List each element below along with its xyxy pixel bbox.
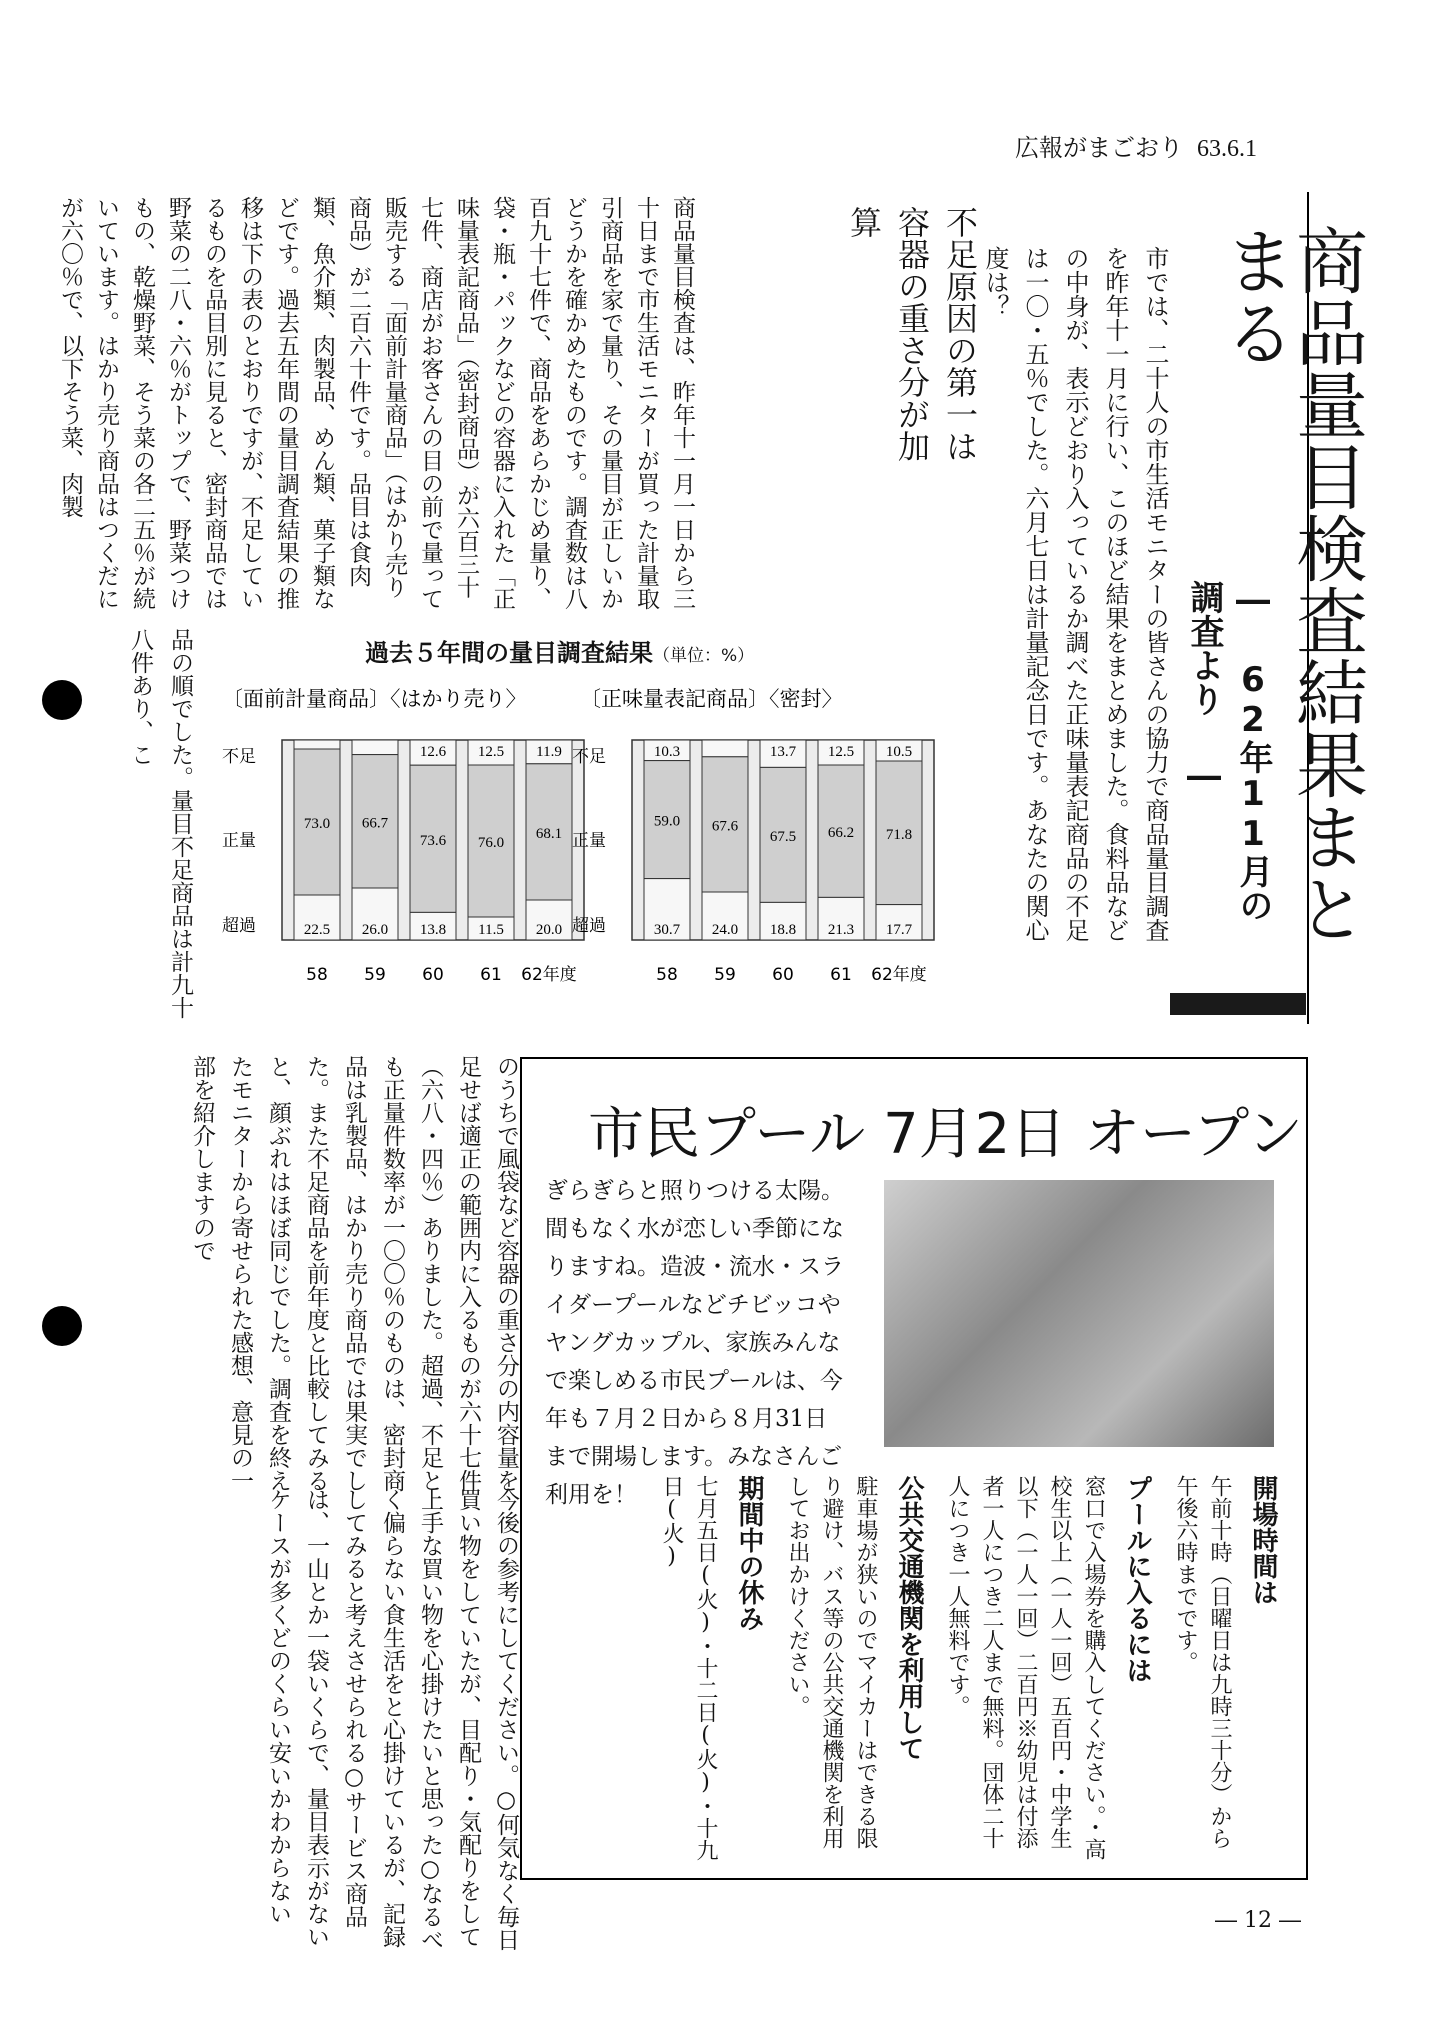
chart2-subtitle: 〔正味量表記商品〕〈密封〉 <box>580 687 843 711</box>
chart1-data-label: 20.0 <box>535 922 563 938</box>
article-body-side: 品の順でした。量目不足商品は計九十八件あり、こ <box>127 628 193 1019</box>
chart1-data-label: 22.5 <box>303 922 331 938</box>
chart1-tick-label: 58 <box>306 965 328 985</box>
chart1-bar-不足 <box>352 740 398 755</box>
chart2-data-label: 59.0 <box>653 813 681 830</box>
chart2-tick-label: 60 <box>772 965 794 985</box>
chart1-data-label: 73.6 <box>419 832 447 849</box>
chart1-tick-label: 62年度 <box>521 965 577 985</box>
chart1-data-label: 11.5 <box>478 922 504 938</box>
page-header <box>1015 128 1257 163</box>
article-body-bottom: のうちで風袋など容器の重さ分の内容量を足せば適正の範囲内に入るものが六十七件（六八・四％）ありました。超過、不足とも正量件数率が一〇〇％のものは、密封商品は乳製品、はかり売り商品では果実でした。また不足商品を前年度と比較してみると、顔ぶれはほぼ同じでした。調査を終えたモニターから寄せられた感想、意見の一部を紹介しますので <box>189 1055 519 1492</box>
chart2-data-label: 24.0 <box>711 922 739 938</box>
chart2-row-label: 不足 <box>572 747 606 767</box>
pool-title: 市民プール 7月2日 オープン <box>588 1102 1304 1167</box>
chart1-tick-label: 60 <box>422 965 444 985</box>
pool-photo <box>884 1180 1274 1447</box>
chart-unit: （単位：%） <box>653 646 755 666</box>
chart1-tick-label: 61 <box>480 965 502 985</box>
chart1-data-label: 12.6 <box>419 744 447 760</box>
hours-text: 午前十時（日曜日は九時三十分）から午後六時までです。 <box>1173 1475 1232 1849</box>
chart1-data-label: 66.7 <box>361 815 389 832</box>
chart1-data-label: 13.8 <box>419 922 447 938</box>
chart2-data-label: 10.5 <box>885 744 913 760</box>
article-title: 商品量目検査結果まとまる <box>1212 224 1368 944</box>
chart1-data-label: 76.0 <box>477 835 505 851</box>
section-heading: 不足原因の第一は容器の重さ分が加算 <box>845 206 979 462</box>
chart1-data-label: 12.5 <box>477 744 505 760</box>
chart1-bar-不足 <box>294 740 340 749</box>
issue-date: 63.6.1 <box>1197 136 1257 162</box>
chart2-tick-label: 61 <box>830 965 852 985</box>
chart-title <box>365 633 754 668</box>
chart2-data-label: 17.7 <box>885 922 913 938</box>
publication-name: 広報がまごおり <box>1015 134 1183 162</box>
chart2-data-label: 21.3 <box>827 922 855 938</box>
chart1-data-label: 11.9 <box>536 744 562 760</box>
chart1-subtitle: 〔面前計量商品〕〈はかり売り〉 <box>222 687 527 711</box>
article-body-bottom2: 今後の参考にしてください。○何気なく毎日買い物をしていたが、目配り・気配りをして上手な買い物を心掛けたいと思った○なるべく偏らない食生活をと心掛けているが、記録してみると考えさせられる○サービス商品は、一山とか一袋いくらで、量目表示がないケースが多くどのくらい安いかわからない <box>265 1488 519 1951</box>
chart2-data-label: 30.7 <box>653 922 681 938</box>
chart2-data-label: 71.8 <box>885 826 913 843</box>
article-body-top: 商品量目検査は、昨年十一月一日から三十日まで市生活モニターが買った計量取引商品を家で量り、その量目が正しいかどうかを確かめたものです。調査数は八百九十七件で、商品をあらかじめ量り、袋・瓶・パックなどの容器に入れた「正味量表記商品」（密封商品）が六百三十七件、商店がお客さんの目の前で量って販売する「面前計量商品」（はかり売り商品）が二百六十件です。品目は食肉類、魚介類、肉製品、めん類、菓子類などです。過去五年間の量目調査結果の推移は下の表のとおりですが、不足しているものを品目別に見ると、密封商品では野菜の二八・六％がトップで、野菜つけもの、乾燥野菜、そう菜の各二五％が続いています。はかり売り商品はつくだにが六〇％で、以下そう菜、肉製 <box>57 196 695 610</box>
chart1-data-label: 73.0 <box>303 816 331 832</box>
chart1-data-label: 68.1 <box>535 825 563 842</box>
binding-hole-top <box>42 680 82 720</box>
chart1-row-label: 正量 <box>222 831 256 851</box>
chart2-data-label: 66.2 <box>827 825 855 842</box>
chart2-row-label: 超過 <box>572 916 606 936</box>
binding-hole-bottom <box>42 1306 82 1346</box>
chart2-bar-不足 <box>702 740 748 757</box>
article-subtitle: ― 62年11月の調査より ― <box>1184 580 1273 922</box>
pool-intro: ぎらぎらと照りつける太陽。間もなく水が恋しい季節になりますね。造波・流水・スライダープールなどチビッコやヤングカップル、家族みんなで楽しめる市民プールは、今年も７月２日から８月31日まで開場します。みなさんご利用を！ <box>545 1178 844 1508</box>
chart2-data-label: 67.6 <box>711 818 739 835</box>
title-black-bar <box>1170 993 1306 1015</box>
chart2-data-label: 13.7 <box>769 744 797 760</box>
chart2-data-label: 12.5 <box>827 744 855 760</box>
pool-info <box>540 1475 1280 1865</box>
chart2-row-label: 正量 <box>572 831 606 851</box>
chart2-data-label: 18.8 <box>769 922 797 938</box>
chart1-row-label: 超過 <box>222 916 256 936</box>
chart-title-text: 過去５年間の量目調査結果 <box>365 639 653 667</box>
hours-heading: 開場時間は <box>1248 1475 1278 1605</box>
transit-heading: 公共交通機関を利用して <box>894 1475 924 1761</box>
entry-text: 窓口で入場券を購入してください。・高校生以上（一人一回）五百円・中学生以下（一人一回）二百円※幼児は付添者一人につき二人まで無料。団体二十人につき一人無料です。 <box>945 1475 1106 1860</box>
chart1-row-label: 不足 <box>222 747 256 767</box>
chart2-tick-label: 59 <box>714 965 736 985</box>
closed-heading: 期間中の休み <box>734 1475 764 1631</box>
transit-text: 駐車場が狭いのでマイカーはできる限り避け、バス等の公共交通機関を利用してお出かけください。 <box>785 1475 878 1849</box>
entry-heading: プールに入るには <box>1122 1475 1152 1683</box>
chart2-data-label: 67.5 <box>769 828 797 845</box>
chart1-tick-label: 59 <box>364 965 386 985</box>
page-number: ― 12 ― <box>1215 1908 1301 1933</box>
chart2-data-label: 10.3 <box>653 744 681 760</box>
article-lead: 市では、二十人の市生活モニターの皆さんの協力で商品量目調査を昨年十一月に行い、このほど結果をまとめました。食料品などの中身が、表示どおり入っているか調べた正味量表記商品の不足は一〇・五％でした。六月七日は計量記念日です。あなたの関心度は？ <box>981 246 1169 942</box>
chart2-tick-label: 58 <box>656 965 678 985</box>
chart2-tick-label: 62年度 <box>871 965 927 985</box>
closed-text: 七月五日(火)・十二日(火)・十九日(火) <box>659 1475 718 1861</box>
survey-charts <box>220 680 940 1025</box>
chart1-data-label: 26.0 <box>361 922 389 938</box>
